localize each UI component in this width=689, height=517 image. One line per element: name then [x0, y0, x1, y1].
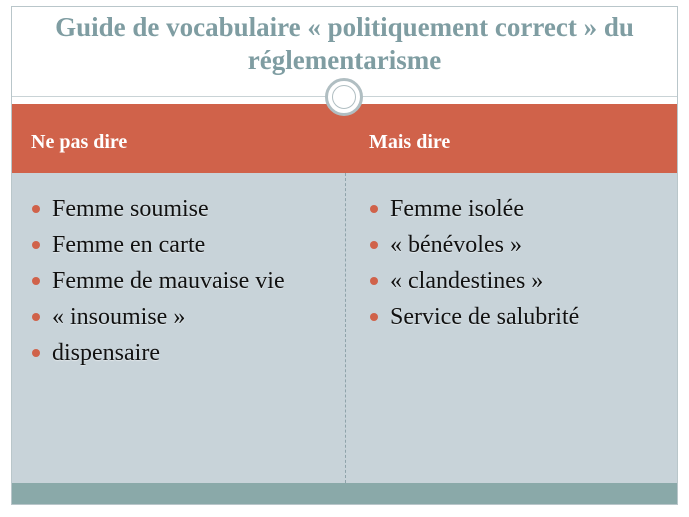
list-item — [30, 265, 330, 297]
slide-title: Guide de vocabulaire « politiquement correct » du réglementarisme — [55, 12, 634, 75]
list-item-text: Femme de mauvaise vie — [52, 268, 285, 294]
list-item — [30, 301, 330, 333]
list-item — [30, 193, 330, 225]
bullet-icon — [370, 313, 378, 321]
list-item — [30, 337, 330, 369]
list-item-text: Service de salubrité — [390, 304, 580, 330]
list-left — [30, 193, 330, 373]
bullet-icon — [32, 349, 40, 357]
column-header-left: Ne pas dire — [31, 131, 128, 153]
bullet-icon — [370, 241, 378, 249]
list-right — [368, 193, 668, 337]
bullet-icon — [370, 277, 378, 285]
list-item-text: Femme isolée — [390, 196, 524, 222]
slide — [11, 6, 678, 505]
list-item-text: « clandestines » — [390, 268, 544, 294]
circle-ornament-inner — [332, 85, 356, 109]
bullet-icon — [32, 313, 40, 321]
bullet-icon — [32, 277, 40, 285]
list-item-text: « insoumise » — [52, 304, 186, 330]
list-item — [368, 265, 668, 297]
footer-bar — [12, 483, 677, 505]
list-item — [30, 229, 330, 261]
list-item — [368, 193, 668, 225]
list-item-text: Femme en carte — [52, 232, 206, 258]
bullet-icon — [32, 205, 40, 213]
list-item — [368, 229, 668, 261]
column-divider — [345, 173, 346, 483]
list-item-text: dispensaire — [52, 340, 160, 366]
list-item-text: Femme soumise — [52, 196, 209, 222]
list-item — [368, 301, 668, 333]
bullet-icon — [370, 205, 378, 213]
list-item-text: « bénévoles » — [390, 232, 522, 258]
column-header-right: Mais dire — [369, 131, 451, 153]
bullet-icon — [32, 241, 40, 249]
circle-ornament-icon — [325, 78, 363, 116]
